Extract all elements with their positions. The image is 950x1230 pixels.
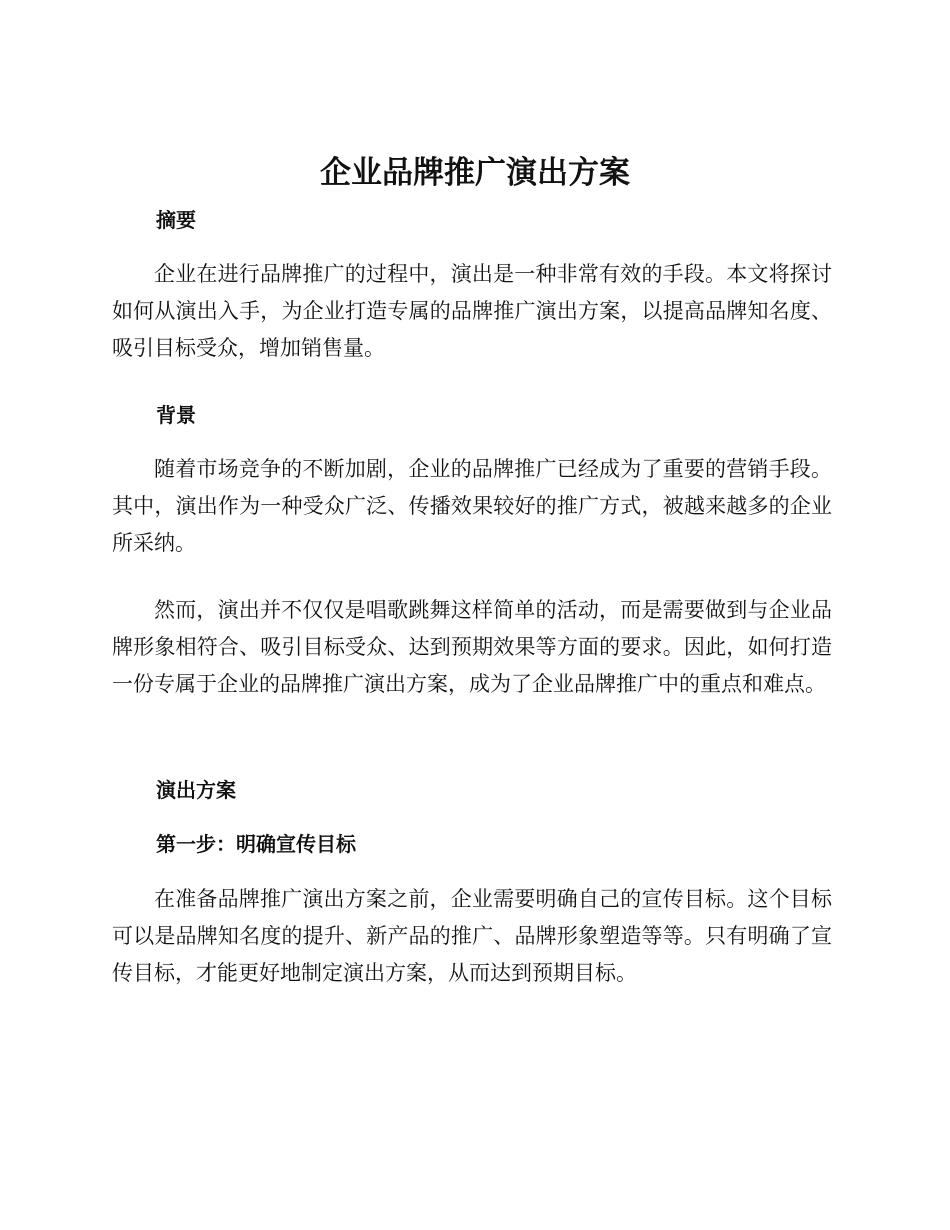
paragraph-background-2: 然而，演出并不仅仅是唱歌跳舞这样简单的活动，而是需要做到与企业品牌形象相符合、吸引目标受众、达到预期效果等方面的要求。因此，如何打造一份专属于企业的品牌推广演出方案，成为了企业品牌推广中的重点和难点。 — [112, 598, 832, 696]
paragraph-step1: 在准备品牌推广演出方案之前，企业需要明确自己的宣传目标。这个目标可以是品牌知名度的提升、新产品的推广、品牌形象塑造等等。只有明确了宣传目标，才能更好地制定演出方案，从而达到预期目标。 — [112, 887, 832, 985]
paragraph-background-1: 随着市场竞争的不断加剧，企业的品牌推广已经成为了重要的营销手段。其中，演出作为一种受众广泛、传播效果较好的推广方式，被越来越多的企业所采纳。 — [112, 457, 832, 555]
subsection-heading-step1: 第一步：明确宣传目标 — [156, 832, 356, 856]
section-heading-abstract: 摘要 — [156, 208, 196, 232]
paragraph-abstract: 企业在进行品牌推广的过程中，演出是一种非常有效的手段。本文将探讨如何从演出入手，为企业打造专属的品牌推广演出方案，以提高品牌知名度、吸引目标受众，增加销售量。 — [112, 262, 832, 360]
section-heading-background: 背景 — [156, 403, 196, 427]
document-title: 企业品牌推广演出方案 — [320, 155, 630, 191]
section-heading-plan: 演出方案 — [156, 778, 236, 802]
